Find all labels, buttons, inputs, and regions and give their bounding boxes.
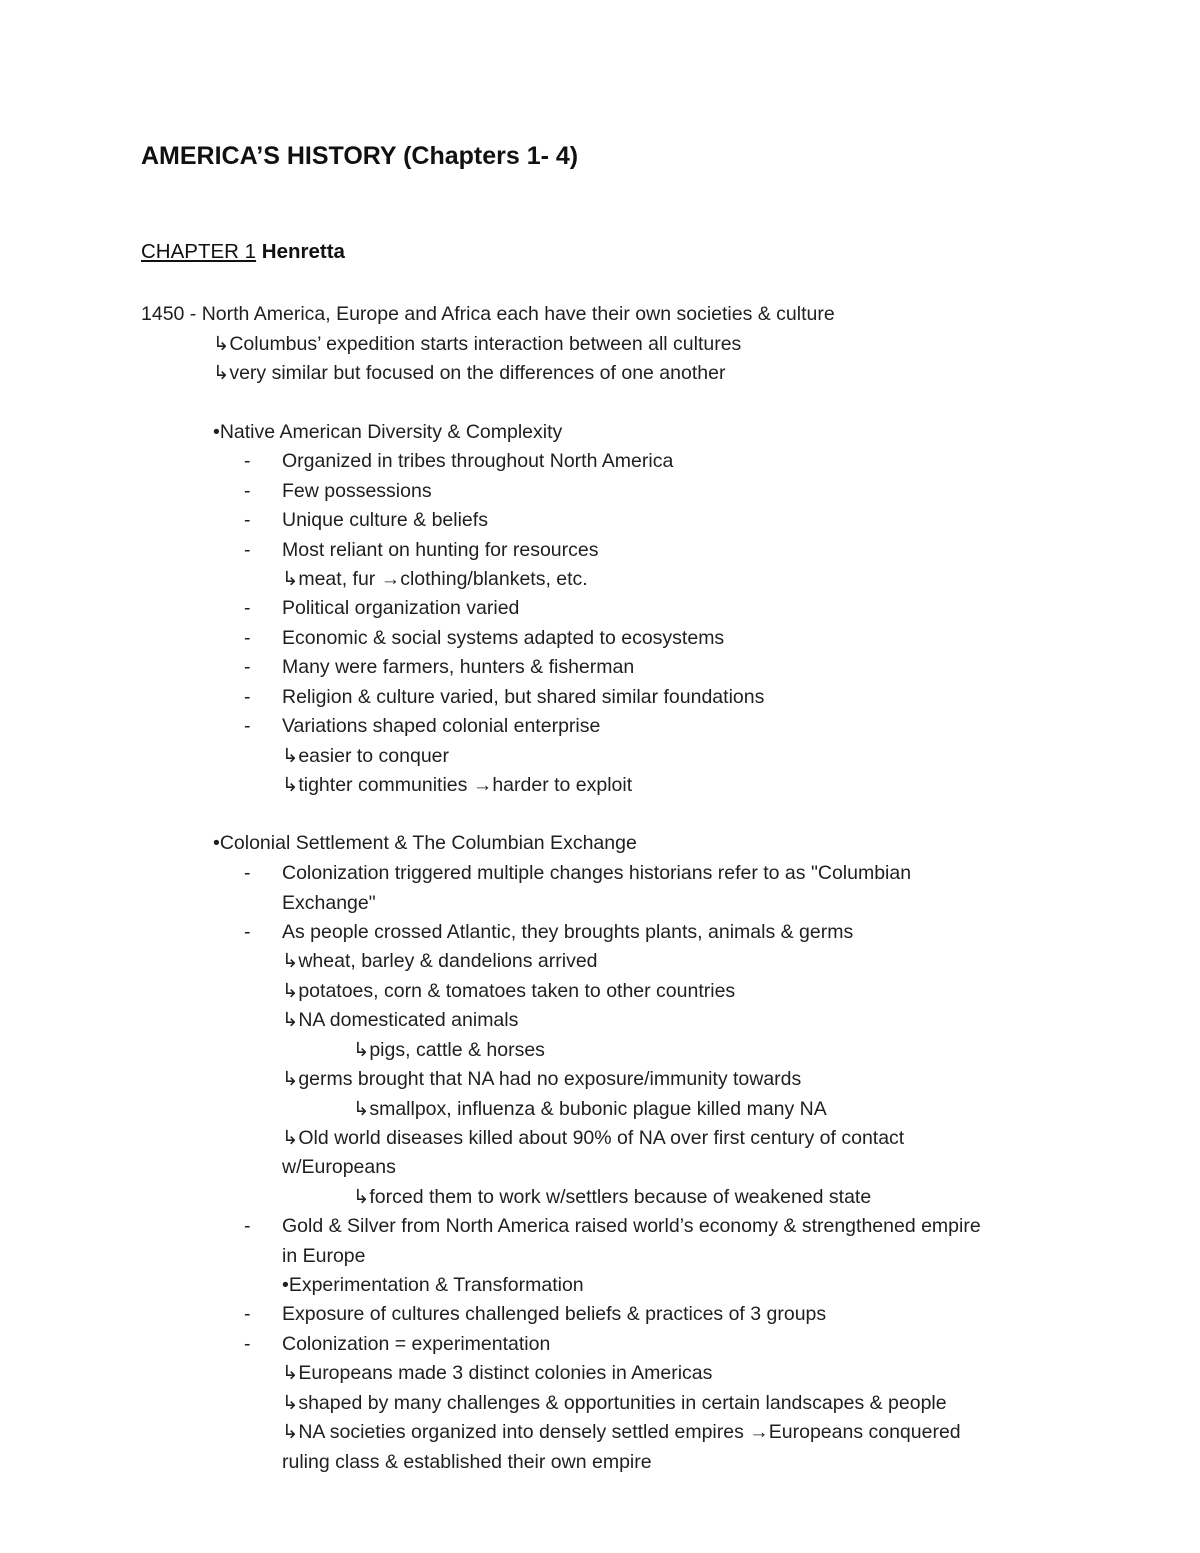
intro-sub-line: ↳Columbus’ expedition starts interaction between all cultures bbox=[213, 333, 742, 355]
bullet-dash: - bbox=[244, 509, 251, 531]
sub-item-continuation: ruling class & established their own empire bbox=[282, 1451, 652, 1473]
sub-item: ↳germs brought that NA had no exposure/immunity towards bbox=[282, 1068, 802, 1090]
sub-item: ↳Europeans made 3 distinct colonies in Americas bbox=[282, 1362, 713, 1384]
list-item: Organized in tribes throughout North America bbox=[282, 450, 674, 472]
document-title: AMERICA’S HISTORY (Chapters 1- 4) bbox=[141, 142, 579, 170]
section-heading: •Native American Diversity & Complexity bbox=[213, 421, 563, 443]
list-item: Gold & Silver from North America raised world’s economy & strengthened empire bbox=[282, 1215, 981, 1237]
bullet-dash: - bbox=[244, 862, 251, 884]
bullet-dash: - bbox=[244, 1333, 251, 1355]
list-item: Few possessions bbox=[282, 480, 432, 502]
intro-line: 1450 - North America, Europe and Africa each have their own societies & culture bbox=[141, 303, 835, 325]
list-item: Unique culture & beliefs bbox=[282, 509, 488, 531]
list-item: Exposure of cultures challenged beliefs & practices of 3 groups bbox=[282, 1303, 827, 1325]
sub-item: ↳NA societies organized into densely settled empires →Europeans conquered bbox=[282, 1421, 961, 1443]
list-item: Economic & social systems adapted to ecosystems bbox=[282, 627, 725, 649]
bullet-dash: - bbox=[244, 656, 251, 678]
bullet-dash: - bbox=[244, 627, 251, 649]
sub-item: ↳easier to conquer bbox=[282, 745, 450, 767]
sub-item: ↳shaped by many challenges & opportunities in certain landscapes & people bbox=[282, 1392, 947, 1414]
sub-item: ↳meat, fur →clothing/blankets, etc. bbox=[282, 568, 588, 590]
list-item: Variations shaped colonial enterprise bbox=[282, 715, 601, 737]
intro-sub-line: ↳very similar but focused on the differences of one another bbox=[213, 362, 726, 384]
sub-sub-item: ↳smallpox, influenza & bubonic plague killed many NA bbox=[353, 1098, 827, 1120]
list-item: Most reliant on hunting for resources bbox=[282, 539, 599, 561]
sub-item: ↳NA domesticated animals bbox=[282, 1009, 519, 1031]
sub-item: ↳potatoes, corn & tomatoes taken to other countries bbox=[282, 980, 736, 1002]
bullet-dash: - bbox=[244, 539, 251, 561]
sub-sub-item: ↳pigs, cattle & horses bbox=[353, 1039, 545, 1061]
bullet-dash: - bbox=[244, 715, 251, 737]
list-item: Many were farmers, hunters & fisherman bbox=[282, 656, 635, 678]
bullet-dash: - bbox=[244, 686, 251, 708]
sub-item-continuation: w/Europeans bbox=[282, 1156, 396, 1178]
section-heading: •Colonial Settlement & The Columbian Exchange bbox=[213, 832, 637, 854]
list-item: Religion & culture varied, but shared similar foundations bbox=[282, 686, 765, 708]
bullet-dash: - bbox=[244, 1215, 251, 1237]
chapter-label: CHAPTER 1 bbox=[141, 240, 257, 263]
bullet-dash: - bbox=[244, 1303, 251, 1325]
bullet-dash: - bbox=[244, 597, 251, 619]
bullet-dash: - bbox=[244, 450, 251, 472]
list-item: Political organization varied bbox=[282, 597, 520, 619]
bullet-dash: - bbox=[244, 480, 251, 502]
sub-item: ↳tighter communities →harder to exploit bbox=[282, 774, 633, 796]
sub-sub-item: ↳forced them to work w/settlers because of weakened state bbox=[353, 1186, 872, 1208]
sub-item: ↳wheat, barley & dandelions arrived bbox=[282, 950, 598, 972]
list-item: Colonization triggered multiple changes historians refer to as "Columbian bbox=[282, 862, 912, 884]
list-item: As people crossed Atlantic, they broughts plants, animals & germs bbox=[282, 921, 854, 943]
chapter-heading bbox=[141, 240, 345, 264]
chapter-author: Henretta bbox=[256, 240, 345, 263]
list-item: Colonization = experimentation bbox=[282, 1333, 551, 1355]
inline-heading: •Experimentation & Transformation bbox=[282, 1274, 584, 1296]
bullet-dash: - bbox=[244, 921, 251, 943]
list-item-continuation: Exchange" bbox=[282, 892, 376, 914]
sub-item: ↳Old world diseases killed about 90% of NA over first century of contact bbox=[282, 1127, 905, 1149]
list-item-continuation: in Europe bbox=[282, 1245, 366, 1267]
